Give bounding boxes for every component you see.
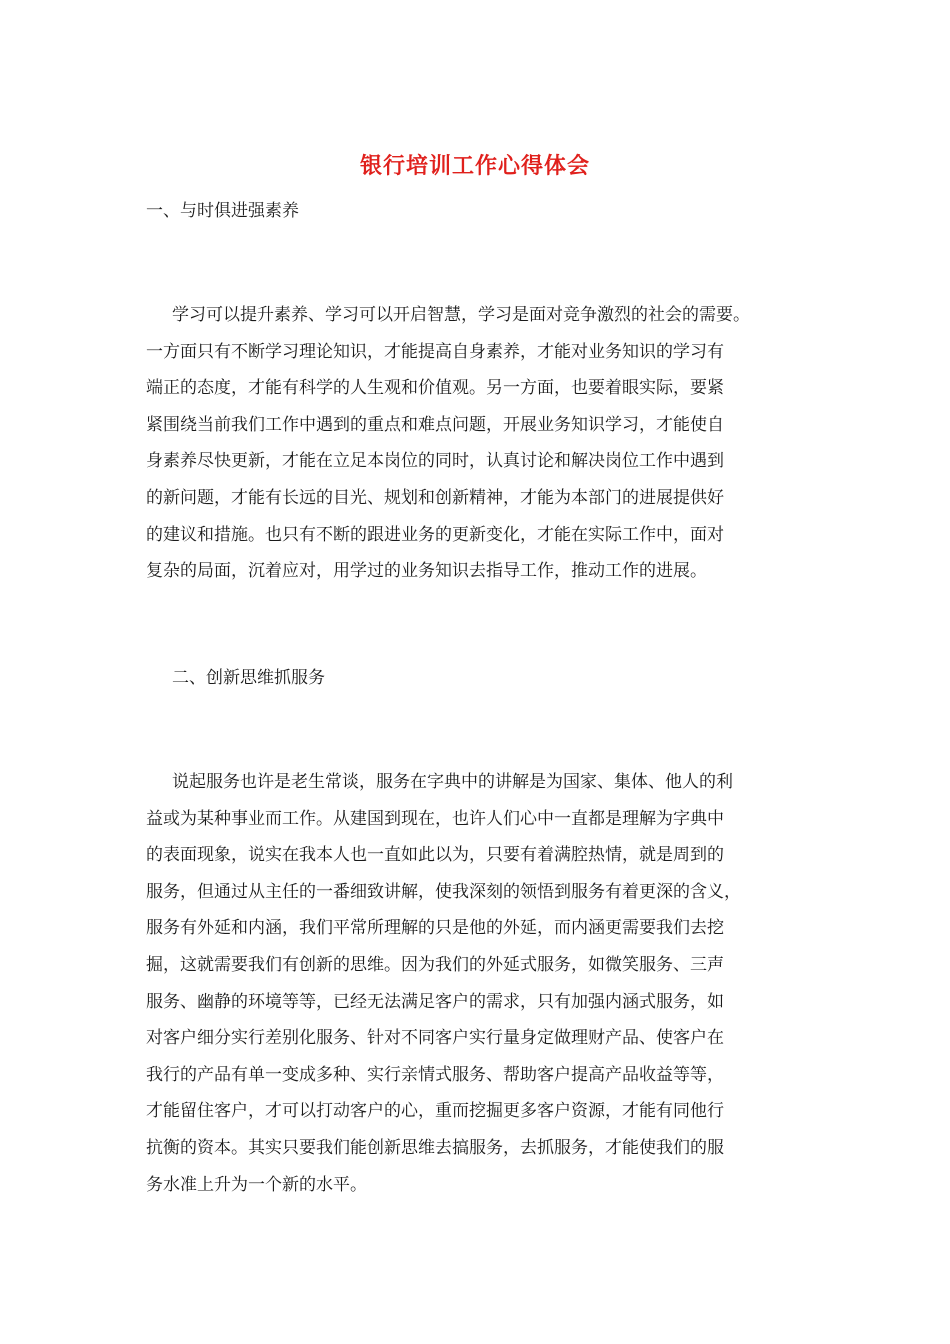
paragraph-line: 我行的产品有单一变成多种、实行亲情式服务、帮助客户提高产品收益等等， bbox=[146, 1064, 724, 1085]
paragraph-line: 身素养尽快更新，才能在立足本岗位的同时，认真讨论和解决岗位工作中遇到 bbox=[146, 451, 724, 472]
paragraph-line: 掘，这就需要我们有创新的思维。因为我们的外延式服务，如微笑服务、三声 bbox=[146, 954, 724, 975]
paragraph-line: 一方面只有不断学习理论知识，才能提高自身素养，才能对业务知识的学习有 bbox=[146, 341, 724, 362]
paragraph-line: 服务有外延和内涵，我们平常所理解的只是他的外延，而内涵更需要我们去挖 bbox=[146, 918, 724, 939]
paragraph-line: 的建议和措施。也只有不断的跟进业务的更新变化，才能在实际工作中，面对 bbox=[146, 524, 724, 545]
paragraph-line: 说起服务也许是老生常谈，服务在字典中的讲解是为国家、集体、他人的利 bbox=[172, 772, 733, 792]
section-heading-2: 二、创新思维抓服务 bbox=[172, 668, 325, 688]
paragraph-line: 益或为某种事业而工作。从建国到现在，也许人们心中一直都是理解为字典中 bbox=[146, 808, 724, 829]
section-paragraph-1 bbox=[146, 297, 750, 590]
paragraph-line: 服务，但通过从主任的一番细致讲解，使我深刻的领悟到服务有着更深的含义， bbox=[146, 881, 741, 902]
paragraph-line: 复杂的局面，沉着应对，用学过的业务知识去指导工作，推动工作的进展。 bbox=[146, 561, 707, 582]
paragraph-line: 对客户细分实行差别化服务、针对不同客户实行量身定做理财产品、使客户在 bbox=[146, 1028, 724, 1049]
document-title: 银行培训工作心得体会 bbox=[359, 153, 590, 179]
paragraph-line: 的新问题，才能有长远的目光、规划和创新精神，才能为本部门的进展提供好 bbox=[146, 487, 724, 508]
paragraph-line: 学习可以提升素养、学习可以开启智慧，学习是面对竞争激烈的社会的需要。 bbox=[172, 305, 750, 325]
paragraph-line: 的表面现象，说实在我本人也一直如此以为，只要有着满腔热情，就是周到的 bbox=[146, 845, 724, 866]
paragraph-line: 紧围绕当前我们工作中遇到的重点和难点问题，开展业务知识学习，才能使自 bbox=[146, 414, 724, 435]
paragraph-line: 服务、幽静的环境等等，已经无法满足客户的需求，只有加强内涵式服务，如 bbox=[146, 991, 724, 1012]
paragraph-line: 才能留住客户，才可以打动客户的心，重而挖掘更多客户资源，才能有同他行 bbox=[146, 1101, 724, 1122]
paragraph-line: 端正的态度，才能有科学的人生观和价值观。另一方面，也要着眼实际，要紧 bbox=[146, 378, 724, 399]
paragraph-line: 务水准上升为一个新的水平。 bbox=[146, 1174, 367, 1195]
paragraph-line: 抗衡的资本。其实只要我们能创新思维去搞服务，去抓服务，才能使我们的服 bbox=[146, 1137, 724, 1158]
section-heading-1: 一、与时俱进强素养 bbox=[146, 201, 299, 221]
section-paragraph-2 bbox=[146, 764, 741, 1203]
